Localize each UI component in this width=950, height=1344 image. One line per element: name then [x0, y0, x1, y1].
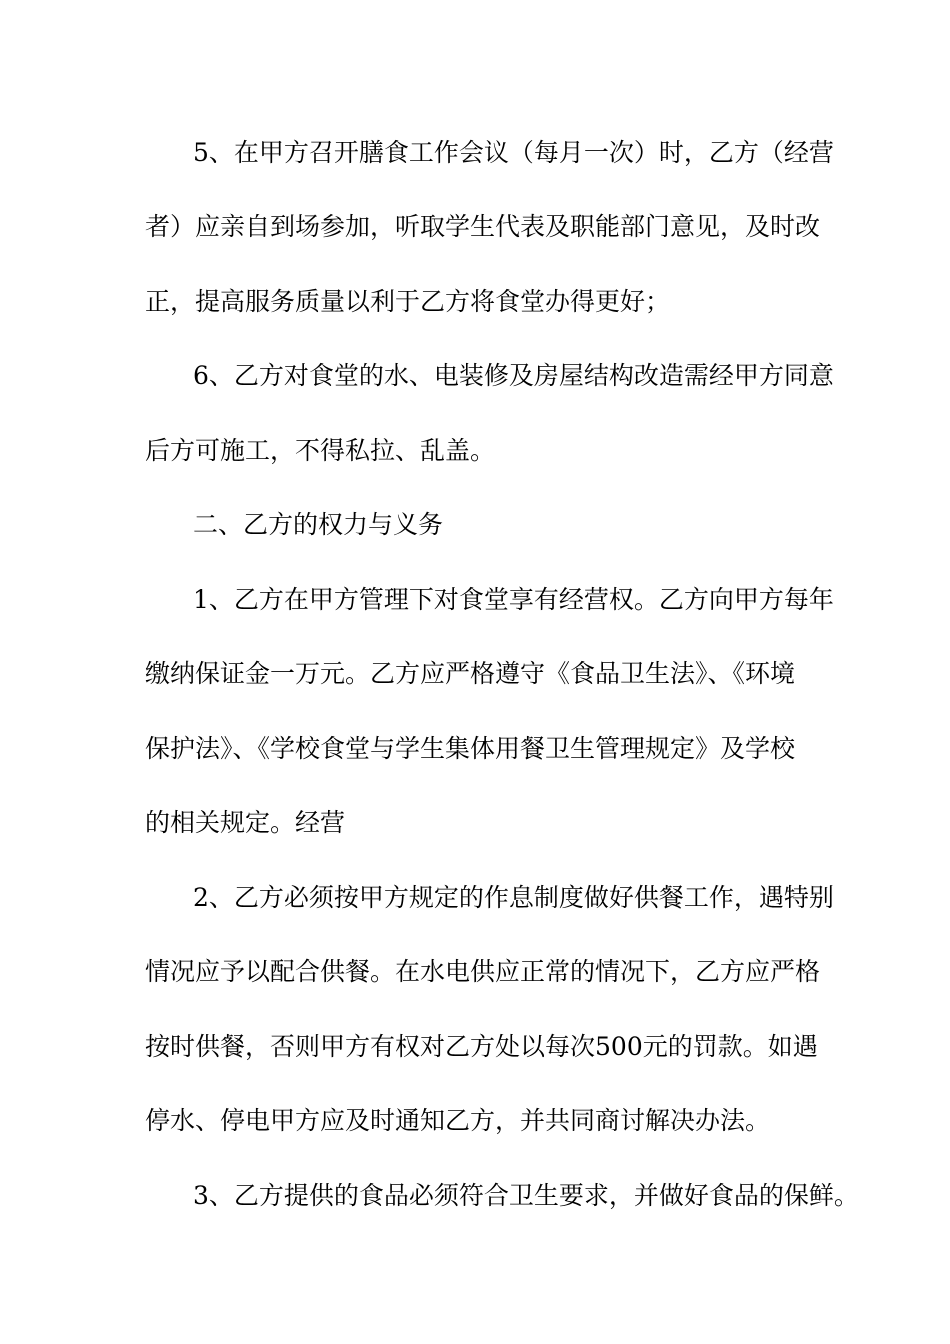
paragraph-line: 保护法》、《学校食堂与学生集体用餐卫生管理规定》及学校 [145, 734, 796, 763]
paragraph-line: 者）应亲自到场参加，听取学生代表及职能部门意见，及时改 [145, 212, 821, 241]
paragraph-line: 6、乙方对食堂的水、电装修及房屋结构改造需经甲方同意 [193, 361, 834, 390]
paragraph-line: 5、在甲方召开膳食工作会议（每月一次）时，乙方（经营 [193, 138, 834, 167]
paragraph-line: 停水、停电甲方应及时通知乙方，并共同商讨解决办法。 [145, 1106, 771, 1135]
paragraph-line: 2、乙方必须按甲方规定的作息制度做好供餐工作，遇特别 [193, 883, 834, 912]
paragraph-line: 缴纳保证金一万元。乙方应严格遵守《食品卫生法》、《环境 [145, 659, 796, 688]
paragraph-line: 正，提高服务质量以利于乙方将食堂办得更好； [145, 287, 671, 316]
section-heading: 二、乙方的权力与义务 [193, 510, 444, 539]
paragraph-line: 情况应予以配合供餐。在水电供应正常的情况下，乙方应严格 [145, 957, 821, 986]
paragraph-line: 按时供餐，否则甲方有权对乙方处以每次500元的罚款。如遇 [145, 1032, 818, 1061]
paragraph-line: 的相关规定。经营 [145, 808, 346, 837]
paragraph-line: 3、乙方提供的食品必须符合卫生要求，并做好食品的保鲜。 [193, 1181, 859, 1210]
paragraph-line: 1、乙方在甲方管理下对食堂享有经营权。乙方向甲方每年 [193, 585, 834, 614]
paragraph-line: 后方可施工，不得私拉、乱盖。 [145, 436, 496, 465]
